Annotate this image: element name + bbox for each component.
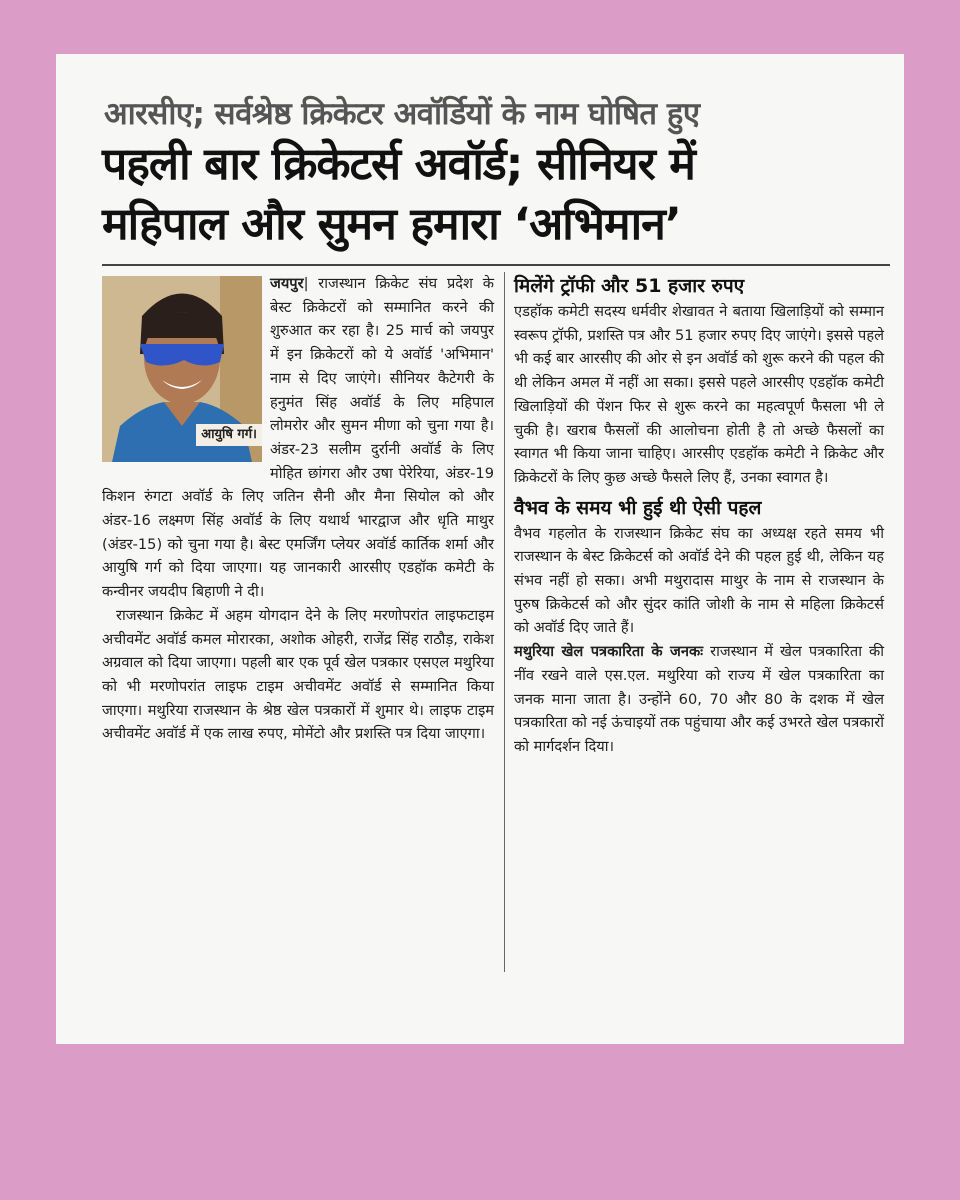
column-divider bbox=[504, 272, 505, 972]
dateline: जयपुर bbox=[270, 275, 304, 292]
player-photo bbox=[102, 276, 262, 462]
right-column bbox=[514, 272, 884, 759]
right-paragraph-3-text: राजस्थान में खेल पत्रकारिता की नींव रखने वाले एस.एल. मथुरिया को राज्य में खेल पत्रकारिता का जनक माना जाता है। उन्होंने 60, 70 और 80 के दशक में खेल पत्रकारिता को नई ऊंचाइयों तक पहुंचाया और कई उभरते खेल पत्रकारों को मार्गदर्शन दिया। bbox=[514, 643, 884, 755]
photo-caption: आयुषि गर्ग। bbox=[196, 424, 262, 446]
headline-line-1: पहली बार क्रिकेटर्स अवॉर्ड; सीनियर में bbox=[102, 139, 695, 190]
newspaper-clipping bbox=[56, 54, 904, 1044]
right-paragraph-2: वैभव गहलोत के राजस्थान क्रिकेट संघ का अध्यक्ष रहते समय भी राजस्थान के बेस्ट क्रिकेटर्स को अवॉर्ड देने की पहल हुई थी, लेकिन यह संभव नहीं हो सका। अभी मथुरादास माथुर के नाम से राजस्थान के पुरुष क्रिकेटर्स को और सुंदर कांति जोशी के नाम से महिला क्रिकेटर्स को अवॉर्ड दिए जाते हैं। bbox=[514, 524, 884, 637]
right-paragraph-3 bbox=[514, 640, 884, 759]
headline-rule bbox=[102, 264, 890, 266]
article-kicker: आरसीए; सर्वश्रेष्ठ क्रिकेटर अवॉर्डियों के नाम घोषित हुए bbox=[104, 96, 700, 132]
headline-line-2: महिपाल और सुमन हमारा ‘अभिमान’ bbox=[102, 199, 681, 250]
right-paragraph-1: एडहॉक कमेटी सदस्य धर्मवीर शेखावत ने बताया खिलाड़ियों को सम्मान स्वरूप ट्रॉफी, प्रशस्ति पत्र और 51 हजार रुपए दिए जाएंगे। इससे पहले भी कई बार आरसीए की ओर से इन अवॉर्ड को शुरू करने की पहल की थी लेकिन अमल में नहीं आ सका। इससे पहले आरसीए एडहॉक कमेटी खिलाड़ियों की पेंशन फिर से शुरू करने का महत्वपूर्ण फैसला भी ले चुकी है। खराब फैसलों की आलोचना होती है तो अच्छे फैसलों का स्वागत भी किया जाना चाहिए। आरसीए एडहॉक कमेटी ने क्रिकेट और क्रिकेटरों के लिए कुछ अच्छे फैसले लिए हैं, उनका स्वागत है। bbox=[514, 303, 884, 486]
subheading-trophy: मिलेंगे ट्रॉफी और 51 हजार रुपए bbox=[514, 275, 745, 297]
mathuria-inline-heading: मथुरिया खेल पत्रकारिता के जनकः bbox=[514, 643, 704, 661]
subheading-vaibhav: वैभव के समय भी हुई थी ऐसी पहल bbox=[514, 496, 762, 519]
article-columns bbox=[102, 272, 890, 992]
left-paragraph-2: राजस्थान क्रिकेट में अहम योगदान देने के लिए मरणोपरांत लाइफटाइम अचीवमेंट अवॉर्ड कमल मोरारका, अशोक ओहरी, राजेंद्र सिंह राठौड़, राकेश अग्रवाल को दिया जाएगा। पहली बार एक पूर्व खेल पत्रकार एसएल मथुरिया को भी मरणोपरांत लाइफ टाइम अचीवमेंट अवॉर्ड से सम्मानित किया जाएगा। मथुरिया राजस्थान के श्रेष्ठ खेल पत्रकारों में शुमार थे। लाइफ टाइम अचीवमेंट अवॉर्ड में एक लाख रुपए, मोमेंटो और प्रशस्ति पत्र दिया जाएगा। bbox=[102, 606, 494, 743]
left-paragraph-1-text: | राजस्थान क्रिकेट संघ प्रदेश के बेस्ट क्रिकेटरों को सम्मानित करने की शुरुआत कर रहा है। 25 मार्च को जयपुर में इन क्रिकेटरों को ये अवॉर्ड 'अभिमान' नाम से दिए जाएंगे। सीनियर कैटेगरी के हनुमंत सिंह अवॉर्ड के लिए महिपाल लोमरोर और सुमन मीणा को चुना गया है। अंडर-23 सलीम दुर्रानी अवॉर्ड के लिए मोहित छांगरा और उषा पेरेरिया, अंडर-19 किशन रुंगटा अवॉर्ड के लिए जतिन सैनी और मैना सियोल को और अंडर-16 लक्ष्मण सिंह अवॉर्ड के लिए यथार्थ भारद्वाज और धृति माथुर (अंडर-15) को चुना गया है। बेस्ट एमर्जिंग प्लेयर अवॉर्ड कार्तिक शर्मा और आयुषि गर्ग को दिया जाएगा। यह जानकारी आरसीए एडहॉक कमेटी के कन्वीनर जयदीप बिहाणी ने दी। bbox=[102, 275, 494, 601]
left-column bbox=[102, 272, 494, 746]
